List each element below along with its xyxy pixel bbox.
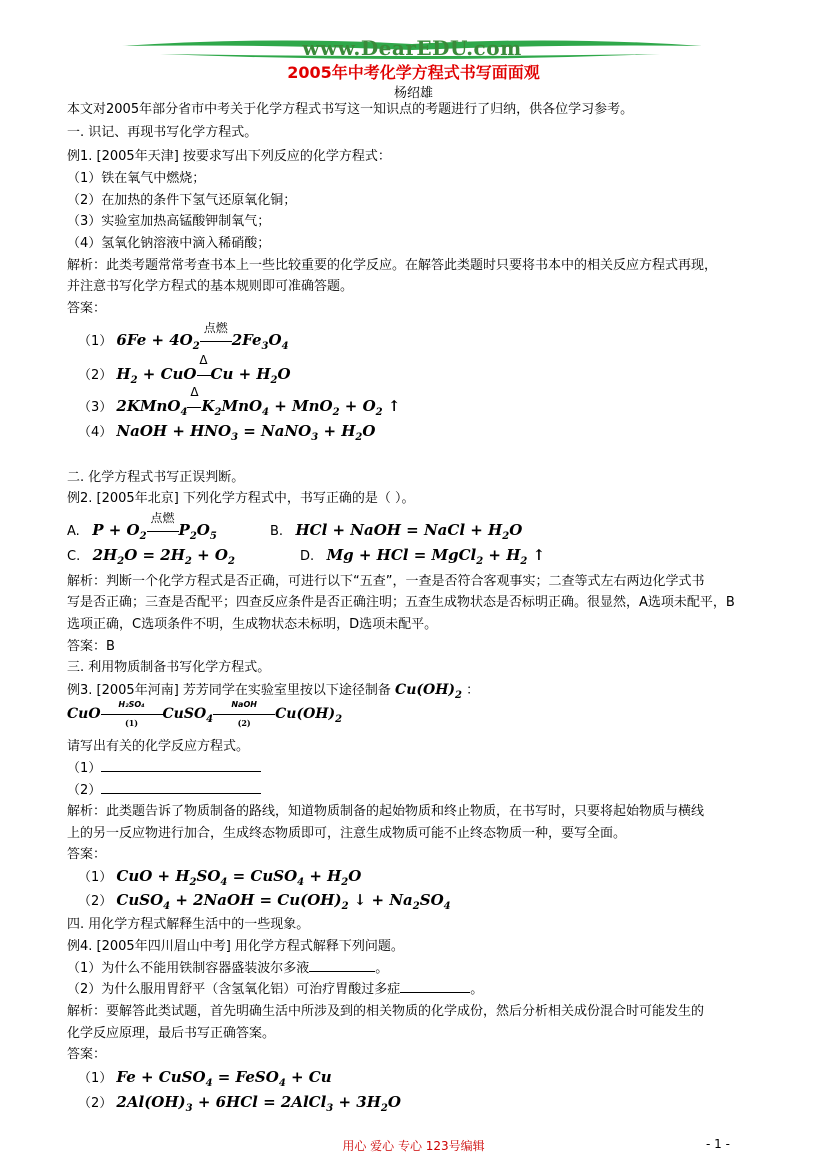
answer-equation: （3） 2KMnO$_4$ Δ $K_2MnO_4 + MnO_2 + O_2$ ↑ [78, 385, 401, 418]
section-3-heading: 三. 利用物质制备书写化学方程式。 [67, 660, 271, 675]
analysis-2-line: 选项正确，C选项条件不明，生成物状态未标明，D选项未配平。 [67, 617, 438, 632]
example-1-item: （4）氢氧化钠溶液中滴入稀硝酸； [67, 236, 271, 251]
example-1-item: （3）实验室加热高锰酸钾制氧气； [67, 214, 271, 229]
answer-equation: （1） CuO + $H_2SO_4$ = CuSO$_4$ + $H_2O$ [78, 867, 362, 888]
analysis-4-line: 化学反应原理，最后书写正确答案。 [67, 1026, 276, 1041]
option-b: B. HCl + NaOH = NaCl + $H_2O$ [270, 521, 523, 542]
answer-label: 答案： [67, 1047, 107, 1062]
footer-text: 用心 爱心 专心 123号编辑 [342, 1139, 485, 1153]
example-3-prompt: 请写出有关的化学反应方程式。 [67, 739, 250, 754]
example-4: 例4. [2005年四川眉山中考] 用化学方程式解释下列问题。 [67, 939, 404, 954]
section-4-heading: 四. 用化学方程式解释生活中的一些现象。 [67, 917, 310, 932]
analysis-2-line: 写是否正确；三查是否配平；四查反应条件是否正确注明；五查生成物状态是否标明正确。很显然，A选项未配平，B [67, 595, 735, 610]
analysis-3-line: 解析：此类题告诉了物质制备的路线，知道物质制备的起始物质和终止物质，在书写时，只要将起始物质与横线 [67, 804, 705, 819]
answer-equation: （4） NaOH + $HNO_3$ = NaNO$_3$ + $H_2O$ [78, 422, 376, 443]
analysis-4-line: 解析：要解答此类试题，首先明确生活中所涉及到的相关物质的化学成份，然后分析相关成份混合时可能发生的 [67, 1004, 705, 1019]
answer-equation: （2） $H_2$ + CuO Δ $Cu + H_2O$ [78, 353, 291, 386]
route-diagram: CuO $\frac{\text{H₂SO₄}}{(1)}$ CuSO$_4$ NaOH (2) $Cu(OH)_2$ [67, 700, 343, 728]
logo-text: www.DearEDU.com [302, 36, 522, 60]
option-c: C. $2H_2O = 2H_2 + O_2$ [67, 546, 235, 567]
answer-equation: （1） $6Fe + 4O_2$ 点燃 $2Fe_3O_4$ [78, 321, 289, 352]
answer-blank: （2） [67, 782, 261, 800]
analysis-3-line: 上的另一反应物进行加合，生成终态物质即可，注意生成物质可能不止终态物质一种，要写全面。 [67, 826, 627, 841]
intro-text: 本文对2005年部分省市中考关于化学方程式书写这一知识点的考题进行了归纳，供各位学习参考。 [67, 102, 634, 117]
answer-label: 答案： [67, 301, 107, 316]
section-1-heading: 一. 识记、再现书写化学方程式。 [67, 125, 258, 140]
example-3: 例3. [2005年河南] 芳芳同学在实验室里按以下途径制备 $Cu(OH)_2$ ： [67, 682, 480, 701]
example-1: 例1. [2005年天津] 按要求写出下列反应的化学方程式： [67, 149, 391, 164]
answer-blank: （1） [67, 760, 261, 778]
page-number: - 1 - [706, 1137, 730, 1151]
answer-2: 答案：B [67, 639, 115, 654]
option-a: A. $P + O_2$ 点燃 $P_2O_5$ [67, 511, 217, 542]
analysis-1-line: 并注意书写化学方程式的基本规则即可准确答题。 [67, 279, 354, 294]
answer-equation: （2） $2Al(OH)_3 + 6HCl$ = 2AlCl$_3$ + $3H_2O$ [78, 1093, 401, 1114]
analysis-1-line: 解析：此类考题常常考查书本上一些比较重要的化学反应。在解答此类题时只要将书本中的相关反应方程式再现， [67, 258, 718, 273]
option-d: D. Mg + HCl = MgCl$_2$ + $H_2$ ↑ [300, 546, 546, 567]
question: （1）为什么不能用铁制容器盛装波尔多液 。 [67, 961, 389, 976]
section-2-heading: 二. 化学方程式书写正误判断。 [67, 470, 245, 485]
question: （2）为什么服用胃舒平（含氢氧化铝）可治疗胃酸过多症 。 [67, 982, 484, 997]
answer-label: 答案： [67, 847, 107, 862]
author: 杨绍雄 [393, 86, 433, 101]
document-title: 2005年中考化学方程式书写面面观 [287, 63, 540, 82]
analysis-2-line: 解析：判断一个化学方程式是否正确，可进行以下“五查”，一查是否符合客观事实；二查等式左右两边化学式书 [67, 574, 705, 589]
example-2: 例2. [2005年北京] 下列化学方程式中，书写正确的是（ ）。 [67, 491, 415, 506]
answer-equation: （1） Fe + CuSO$_4$ = FeSO$_4$ + Cu [78, 1068, 332, 1089]
example-1-item: （1）铁在氧气中燃烧； [67, 171, 206, 186]
answer-equation: （2） CuSO$_4$ + 2NaOH = $Cu(OH)_2$ ↓ + $Na_2SO_4$ [78, 891, 451, 912]
example-1-item: （2）在加热的条件下氢气还原氧化铜； [67, 193, 297, 208]
